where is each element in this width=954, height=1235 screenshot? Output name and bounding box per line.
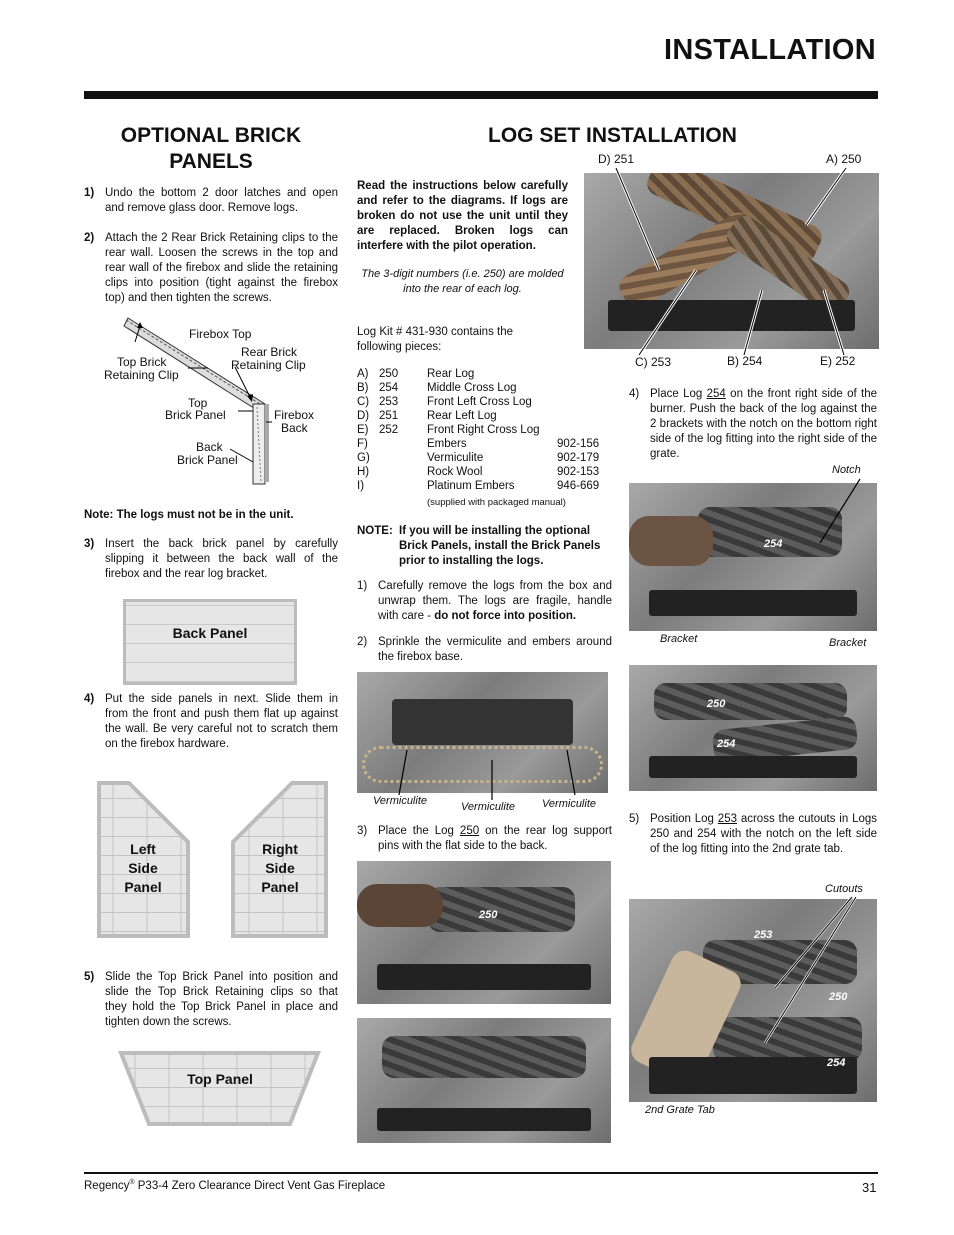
log-254-placed-photo: 250 254 (629, 665, 877, 791)
kit-code: 253 (379, 396, 399, 408)
log-intro-italic: The 3-digit numbers (i.e. 250) are molded into the rear of each log. (361, 268, 564, 295)
label-back-panel-2: Brick Panel (177, 453, 238, 467)
kit-id: C) (357, 396, 370, 408)
photo-label-e: E) 252 (820, 354, 856, 368)
logs-note: Note: The logs must not be in the unit. (84, 509, 294, 521)
label-top-brick-clip-1: Top Brick (117, 355, 167, 369)
kit-row (357, 409, 617, 423)
label-firebox-back-2: Back (281, 421, 308, 435)
kit-id: E) (357, 424, 369, 436)
brick-step-4: 4) Put the side panels in next. Slide them in from the front and push them flat up against the wall. Be very careful not to scratch them on the firebox hardware. (84, 693, 338, 750)
kit-name: Embers (427, 438, 467, 450)
photo-label-c: C) 253 (635, 355, 672, 369)
label-firebox-back-1: Firebox (274, 408, 315, 422)
kit-part (557, 395, 617, 409)
page-header-title: INSTALLATION (664, 34, 876, 66)
notch-arrow (780, 475, 870, 555)
kit-id: A) (357, 368, 369, 380)
bracket-label-1: Bracket (660, 633, 698, 645)
log-step-1: 1) Carefully remove the logs from the box and unwrap them. The logs are fragile, handle with care - do not force into position. (357, 580, 612, 622)
kit-name: Front Left Cross Log (427, 396, 532, 408)
label-top-brick-clip-2: Retaining Clip (104, 368, 179, 382)
brick-step-2: 2) Attach the 2 Rear Brick Retaining clips to the rear wall. Loosen the screws in the top and rear wall of the firebox and slide the retaining clips into position (tight against the firebox top) and then tighten the screws. (84, 232, 338, 304)
bracket-label-2: Bracket (829, 637, 867, 649)
log-intro-bold: Read the instructions below carefully and refer to the diagrams. If logs are broken do not use the unit until they are replaced. Broken logs can interfere with the pilot operation. (357, 180, 568, 252)
kit-row (357, 395, 617, 409)
label-rear-clip-1: Rear Brick (241, 345, 298, 359)
log-kit-table (357, 367, 617, 493)
cutouts-arrows (720, 893, 870, 1053)
kit-name: Rear Log (427, 368, 475, 380)
kit-row (357, 451, 617, 465)
kit-row (357, 479, 617, 493)
photo-label-d: D) 251 (598, 152, 635, 166)
top-panel-label: Top Panel (187, 1071, 253, 1087)
kit-part: 946-669 (557, 480, 600, 492)
kit-code (379, 465, 427, 479)
kit-row (357, 423, 617, 437)
kit-name: Middle Cross Log (427, 382, 517, 394)
back-panel-drawing (123, 599, 297, 685)
log-step-2: 2) Sprinkle the vermiculite and embers around the firebox base. (357, 636, 612, 663)
kit-name: Front Right Cross Log (427, 424, 540, 436)
log-250-placed-photo (357, 1018, 611, 1143)
kit-code (379, 451, 427, 465)
right-side-panel-label: Right Side Panel (261, 841, 299, 895)
log-250-hand-photo: 250 (357, 861, 611, 1004)
back-panel-label: Back Panel (172, 625, 248, 641)
photo-label-b: B) 254 (727, 354, 763, 368)
kit-name: Rock Wool (427, 466, 483, 478)
left-side-panel-label: Left Side Panel (124, 841, 162, 895)
kit-part (557, 409, 617, 423)
kit-id: F) (357, 438, 368, 450)
cutouts-label: Cutouts (825, 883, 863, 895)
kit-part: 902-156 (557, 438, 600, 450)
kit-id: D) (357, 410, 370, 422)
vermiculite-label-3: Vermiculite (542, 798, 596, 810)
label-back-panel-1: Back (196, 440, 223, 454)
kit-id: G) (357, 452, 370, 464)
label-top-panel-1: Top (188, 396, 208, 410)
label-top-panel-2: Brick Panel (165, 408, 226, 422)
kit-row (357, 367, 617, 381)
log-253-photo: 253 250 254 (629, 899, 877, 1102)
kit-code (379, 437, 427, 451)
kit-name: Rear Left Log (427, 410, 497, 422)
kit-name: Platinum Embers (427, 480, 515, 492)
brick-step-1: 1) Undo the bottom 2 door latches and open and remove glass door. Remove logs. (84, 187, 338, 214)
brick-note: NOTE: If you will be installing the optional Brick Panels, install the Brick Panels prior to installing the logs. (357, 525, 601, 567)
log-254-hand-photo: 254 (629, 483, 877, 631)
kit-part (557, 367, 617, 381)
kit-part (557, 423, 617, 437)
kit-id: B) (357, 382, 369, 394)
label-firebox-top: Firebox Top (189, 327, 252, 341)
grate-tab-label: 2nd Grate Tab (645, 1104, 715, 1116)
kit-code: 251 (379, 410, 399, 422)
log-set-arrows (584, 160, 879, 360)
brick-step-3: 3) Insert the back brick panel by carefully slipping it between the back wall of the firebox and the rear log bracket. (84, 538, 338, 580)
kit-code: 252 (379, 424, 399, 436)
kit-code: 254 (379, 382, 399, 394)
log-step-5: 5) Position Log 253 across the cutouts in Logs 250 and 254 with the notch on the left side of the log fitting into the 2nd grate tab. (629, 813, 878, 855)
kit-row (357, 437, 617, 451)
kit-name: Vermiculite (427, 452, 484, 464)
kit-part (557, 381, 617, 395)
footer-text: Regency® P33-4 Zero Clearance Direct Vent Gas Fireplace (84, 1179, 386, 1192)
kit-intro: Log Kit # 431-930 contains the following pieces: (357, 326, 514, 353)
label-rear-clip-2: Retaining Clip (231, 358, 306, 372)
kit-part: 902-179 (557, 452, 600, 464)
kit-code (379, 479, 427, 493)
kit-code: 250 (379, 368, 399, 380)
page-number: 31 (862, 1180, 877, 1195)
header-rule (84, 91, 878, 99)
brick-step-5: 5) Slide the Top Brick Panel into position and slide the Top Brick Retaining clips so that they hold the Top Brick Panel in place and tighten down the screws. (84, 971, 338, 1028)
brick-panels-title: OPTIONAL BRICK PANELS (120, 124, 302, 173)
log-step-4: 4) Place Log 254 on the front right side of the burner. Push the back of the log against the 2 brackets with the notch on the bottom right side of the log fitting into the right side of the grate. (629, 388, 877, 460)
footer-rule (84, 1172, 878, 1174)
kit-note: (supplied with packaged manual) (427, 497, 566, 508)
notch-label: Notch (832, 464, 861, 476)
log-step-3: 3) Place the Log 250 on the rear log support pins with the flat side to the back. (357, 825, 612, 852)
kit-row (357, 465, 617, 479)
top-panel-drawing (118, 1050, 322, 1128)
vermiculite-label-1: Vermiculite (373, 795, 427, 807)
kit-id: I) (357, 480, 365, 492)
log-set-title: LOG SET INSTALLATION (488, 124, 737, 147)
photo-label-a: A) 250 (826, 152, 862, 166)
vermiculite-label-2: Vermiculite (461, 801, 515, 813)
kit-part: 902-153 (557, 466, 600, 478)
kit-row (357, 381, 617, 395)
kit-id: H) (357, 466, 370, 478)
